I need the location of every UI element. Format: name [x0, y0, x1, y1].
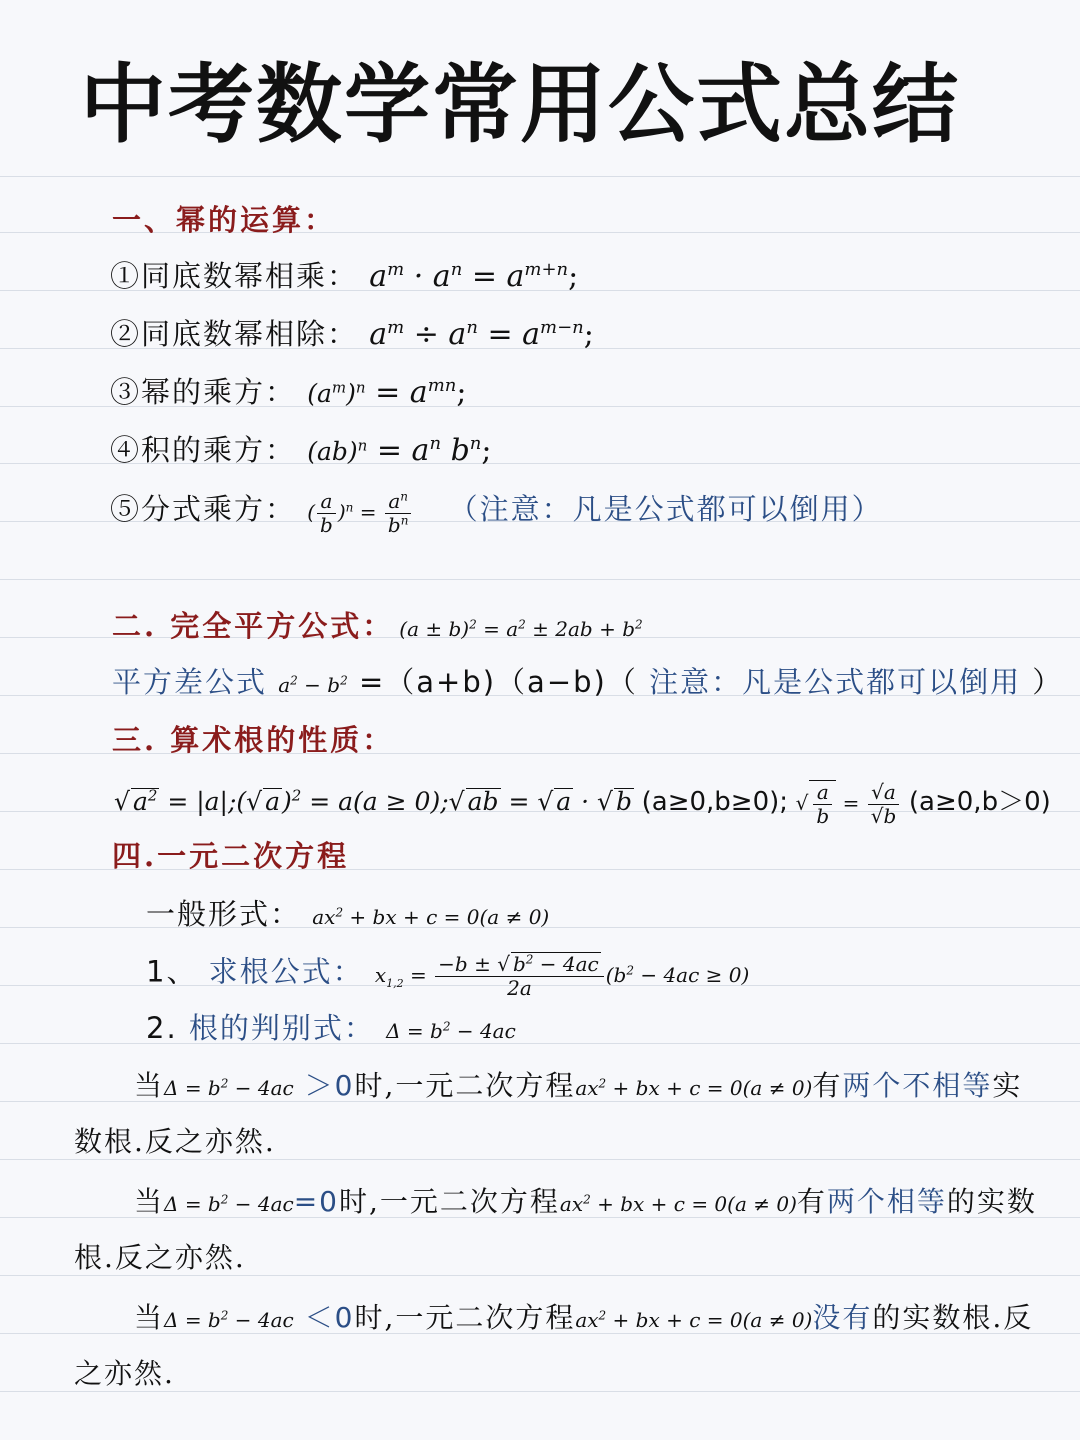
diff-label: 平方差公式: [112, 665, 268, 699]
two-equal: 两个相等: [826, 1185, 947, 1218]
formula: $(ab)^n = a^n$ $b^n$;: [307, 433, 492, 468]
root-label: 求根公式：: [208, 954, 364, 989]
note-reversible-2: 注意：凡是公式都可以倒用: [649, 665, 1022, 699]
eq-formula: $ax^2$ + bx + c = 0(a ≠ 0): [575, 1076, 813, 1100]
item-label: ③幂的乘方：: [110, 375, 297, 409]
formula: ( $\frac{a}{b}$ )$^n$ = $\frac{a^n}{b^n}$: [307, 500, 413, 524]
two-unequal: 两个不相等: [842, 1069, 993, 1102]
general-label: 一般形式：: [146, 897, 302, 931]
disc-formula: $\Delta = b^2 - 4ac$: [386, 1019, 516, 1043]
no-roots: 没有: [812, 1301, 873, 1334]
root-num: 1、: [146, 954, 198, 989]
condition-2: (a≥0,b＞0): [908, 787, 1051, 817]
disc-label: 根的判别式：: [188, 1011, 375, 1045]
item-label: ②同底数幂相除：: [110, 317, 359, 351]
text-mid: 时,一元二次方程: [354, 1069, 576, 1102]
delta-formula: $\Delta = b^2 - 4ac$: [164, 1308, 294, 1332]
gt-zero: ＞0: [304, 1069, 355, 1102]
note-close: ）: [1032, 665, 1064, 699]
formula: $a^m \cdot a^n = a^{m+n}$;: [369, 259, 579, 294]
perfect-square-formula: $(a \pm b)^2 = a^2 \pm 2ab + b^2$: [399, 617, 643, 641]
general-form: [146, 897, 550, 931]
formula: $a^m \div a^n = a^{m-n}$;: [369, 317, 594, 352]
eq-zero: =0: [293, 1185, 339, 1218]
quadratic-formula: [146, 952, 749, 1000]
text-real-roots: 的实数: [946, 1185, 1037, 1218]
text-real: 实: [992, 1069, 1023, 1102]
text-mid: 时,一元二次方程: [338, 1185, 560, 1218]
diff-rhs: =（a+b)（a−b)（: [358, 665, 638, 699]
lt-zero: ＜0: [304, 1301, 355, 1334]
section-4-heading: 四.一元二次方程: [112, 839, 350, 873]
text-has: 有: [796, 1185, 827, 1218]
section-2-heading: 二. 完全平方公式：: [112, 609, 395, 643]
section-1-heading: 一、幂的运算：: [112, 203, 337, 237]
power-rule-divide: [110, 317, 594, 352]
case-zero-line1: [134, 1185, 1037, 1218]
formula-sqrt-frac: √ $\frac{a}{b}$ = $\frac{√a}{√b}$: [796, 791, 902, 815]
formula: $(a^m)^n = a^{mn}$;: [307, 375, 467, 410]
general-formula: $ax^2$ + bx + c = 0(a ≠ 0): [312, 905, 550, 929]
eq-formula: $ax^2$ + bx + c = 0(a ≠ 0): [575, 1308, 813, 1332]
note-reversible: （注意：凡是公式都可以倒用）: [448, 492, 883, 526]
disc-num: 2.: [146, 1011, 178, 1045]
power-rule-multiply: [110, 259, 579, 294]
item-label: ④积的乘方：: [110, 433, 297, 467]
delta-formula: $\Delta = b^2 - 4ac$: [164, 1192, 294, 1216]
condition-1: (a≥0,b≥0);: [641, 787, 789, 817]
section-3-heading: 三. 算术根的性质：: [112, 723, 395, 757]
case-negative-line1: [134, 1301, 1034, 1334]
power-of-power: [110, 375, 467, 410]
difference-of-squares: [112, 665, 1064, 699]
power-of-fraction: [110, 490, 883, 537]
delta-formula: $\Delta = b^2 - 4ac$: [164, 1076, 294, 1100]
case-negative-line2: 之亦然.: [74, 1357, 175, 1390]
item-label: ⑤分式乘方：: [110, 492, 297, 526]
text-when: 当: [134, 1185, 165, 1218]
text-when: 当: [134, 1069, 165, 1102]
discriminant: [146, 1011, 516, 1045]
section-2-line: [112, 609, 643, 643]
diff-lhs: $a^2 - b^2$: [278, 673, 348, 697]
formula-sqrt-a2: √ $a^2$ = |a|;(√ a)$^2$ = a(a ≥ 0);√ ab = √ a · √ b: [114, 786, 632, 816]
root-formula: $x_{1,2}$ = $\frac{-b \pm √ b^2 - 4ac}{2a}$ $(b^2 - 4ac \ge 0)$: [374, 952, 750, 1000]
case-zero-line2: 根.反之亦然.: [74, 1241, 246, 1274]
text-real-roots-fan: 的实数根.反: [872, 1301, 1034, 1334]
page-title: 中考数学常用公式总结: [80, 55, 960, 155]
case-positive-line1: [134, 1069, 1023, 1102]
text-mid: 时,一元二次方程: [354, 1301, 576, 1334]
root-properties: [114, 780, 1051, 828]
eq-formula: $ax^2$ + bx + c = 0(a ≠ 0): [559, 1192, 797, 1216]
case-positive-line2: 数根.反之亦然.: [74, 1125, 276, 1158]
text-has: 有: [812, 1069, 843, 1102]
power-of-product: [110, 433, 492, 468]
text-when: 当: [134, 1301, 165, 1334]
item-label: ①同底数幂相乘：: [110, 259, 359, 293]
